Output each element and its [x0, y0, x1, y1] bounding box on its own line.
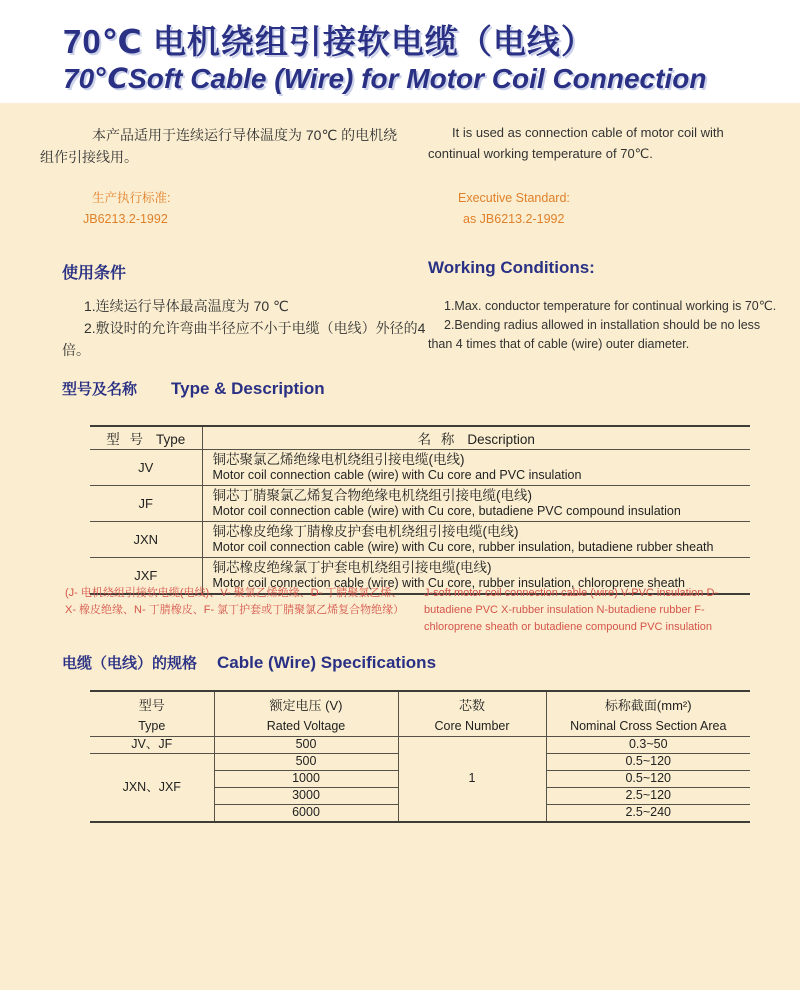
page-title-en: 70℃Soft Cable (Wire) for Motor Coil Connection [63, 63, 707, 94]
core-number-cell: 1 [398, 736, 546, 821]
header-en: Type [138, 718, 166, 733]
working-conditions-list-en [428, 297, 784, 354]
header-cn: 型号 [138, 697, 165, 713]
section-heading-en: Type & Description [171, 379, 325, 398]
table-header-row [90, 692, 750, 736]
section-heading-en: Cable (Wire) Specifications [217, 653, 437, 672]
description-header-cn: 名 称 [417, 431, 458, 447]
condition-item: 1.Max. conductor temperature for continual working is 70℃. [444, 299, 777, 313]
header-cn: 标称截面(mm²) [604, 697, 692, 713]
voltage-cell: 6000 [214, 804, 398, 821]
section-column-header [546, 692, 750, 736]
header-en: Nominal Cross Section Area [570, 718, 727, 733]
description-column-header [202, 427, 750, 449]
abbreviation-note-cn: (J- 电机绕组引接软电缆(电线)、V- 聚氯乙烯绝缘、D- 丁腈聚氯乙烯、X- 橡皮绝缘、N- 丁腈橡皮、F- 氯丁护套或丁腈聚氯乙烯复合物绝缘） [65, 587, 405, 616]
type-column-header [90, 427, 202, 449]
type-description-table [90, 425, 750, 595]
voltage-cell: 3000 [214, 787, 398, 804]
type-header-cn: 型 号 [106, 431, 146, 447]
working-conditions-list-cn [62, 295, 430, 361]
working-conditions-heading-en: Working Conditions: [428, 258, 595, 277]
type-cell: JV、JF [90, 736, 214, 753]
description-cell [202, 521, 750, 557]
table-row [90, 485, 750, 521]
executive-standard-en [458, 188, 570, 230]
executive-standard-cn [83, 188, 170, 230]
description-en: Motor coil connection cable (wire) with Cu core, rubber insulation, chloroprene sheath [212, 575, 685, 590]
description-cn: 铜芯橡皮绝缘氯丁护套电机绕组引接电缆(电线) [212, 559, 492, 575]
standard-value-cn: JB6213.2-1992 [83, 212, 168, 226]
table-row [90, 736, 750, 753]
cross-section-cell: 2.5~120 [546, 787, 750, 804]
standard-value-en: as JB6213.2-1992 [463, 212, 565, 226]
voltage-cell: 1000 [214, 770, 398, 787]
table-header-row [90, 427, 750, 449]
type-cell: JXF [90, 557, 202, 593]
description-header-en: Description [467, 431, 535, 447]
type-header-en: Type [155, 431, 186, 447]
header-cn: 芯数 [458, 697, 485, 713]
specifications-table [90, 690, 750, 823]
description-en: Motor coil connection cable (wire) with Cu core, butadiene PVC compound insulation [212, 503, 681, 518]
description-cn: 铜芯橡皮绝缘丁腈橡皮护套电机绕组引接电缆(电线) [212, 523, 519, 539]
description-cn: 铜芯聚氯乙烯绝缘电机绕组引接电缆(电线) [212, 451, 465, 467]
table-row [90, 521, 750, 557]
core-column-header [398, 692, 546, 736]
description-en: Motor coil connection cable (wire) with Cu core, rubber insulation, butadiene rubber sheath [212, 539, 714, 554]
working-conditions-heading-cn: 使用条件 [62, 265, 127, 282]
voltage-cell: 500 [214, 736, 398, 753]
header-en: Rated Voltage [266, 718, 346, 733]
type-cell: JXN [90, 521, 202, 557]
table-row [90, 449, 750, 485]
page-title-cn: 70℃ 电机绕组引接软电缆（电线） [63, 23, 595, 60]
voltage-column-header [214, 692, 398, 736]
cross-section-cell: 0.3~50 [546, 736, 750, 753]
spec-section-heading [62, 652, 436, 673]
type-section-heading [62, 378, 325, 399]
description-cell [202, 485, 750, 521]
intro-paragraph-cn: 本产品适用于连续运行导体温度为 70℃ 的电机绕组作引接线用。 [40, 127, 398, 165]
description-cn: 铜芯丁腈聚氯乙烯复合物绝缘电机绕组引接电缆(电线) [212, 487, 532, 503]
voltage-cell: 500 [214, 753, 398, 770]
section-heading-cn: 型号及名称 [62, 381, 138, 398]
abbreviation-note-en: J-soft motor coil connection cable (wire) V-PVC insulation D-butadiene PVC X-rubber insulation N-butadiene rubber F-chloroprene sheath or butadiene compound PVC insulation [424, 587, 719, 633]
condition-item: 2.Bending radius allowed in installation should be no less than 4 times that of cable (wire) outer diameter. [428, 318, 761, 351]
standard-label-cn: 生产执行标准: [92, 191, 171, 205]
cross-section-cell: 0.5~120 [546, 753, 750, 770]
type-cell: JV [90, 449, 202, 485]
header-cn: 额定电压 (V) [269, 697, 343, 713]
masthead [0, 0, 800, 103]
cross-section-cell: 2.5~240 [546, 804, 750, 821]
type-column-header [90, 692, 214, 736]
section-heading-cn: 电缆（电线）的规格 [62, 655, 198, 672]
type-cell: JXN、JXF [90, 753, 214, 821]
header-en: Core Number [434, 718, 510, 733]
condition-item: 1.连续运行导体最高温度为 70 ℃ [84, 298, 289, 314]
intro-paragraph-en: It is used as connection cable of motor coil with continual working temperature of 70℃. [428, 125, 724, 161]
condition-item: 2.敷设时的允许弯曲半径应不小于电缆（电线）外径的4 倍。 [62, 320, 426, 358]
description-cell [202, 449, 750, 485]
standard-label-en: Executive Standard: [458, 191, 570, 205]
cross-section-cell: 0.5~120 [546, 770, 750, 787]
type-cell: JF [90, 485, 202, 521]
description-en: Motor coil connection cable (wire) with Cu core and PVC insulation [212, 467, 582, 482]
